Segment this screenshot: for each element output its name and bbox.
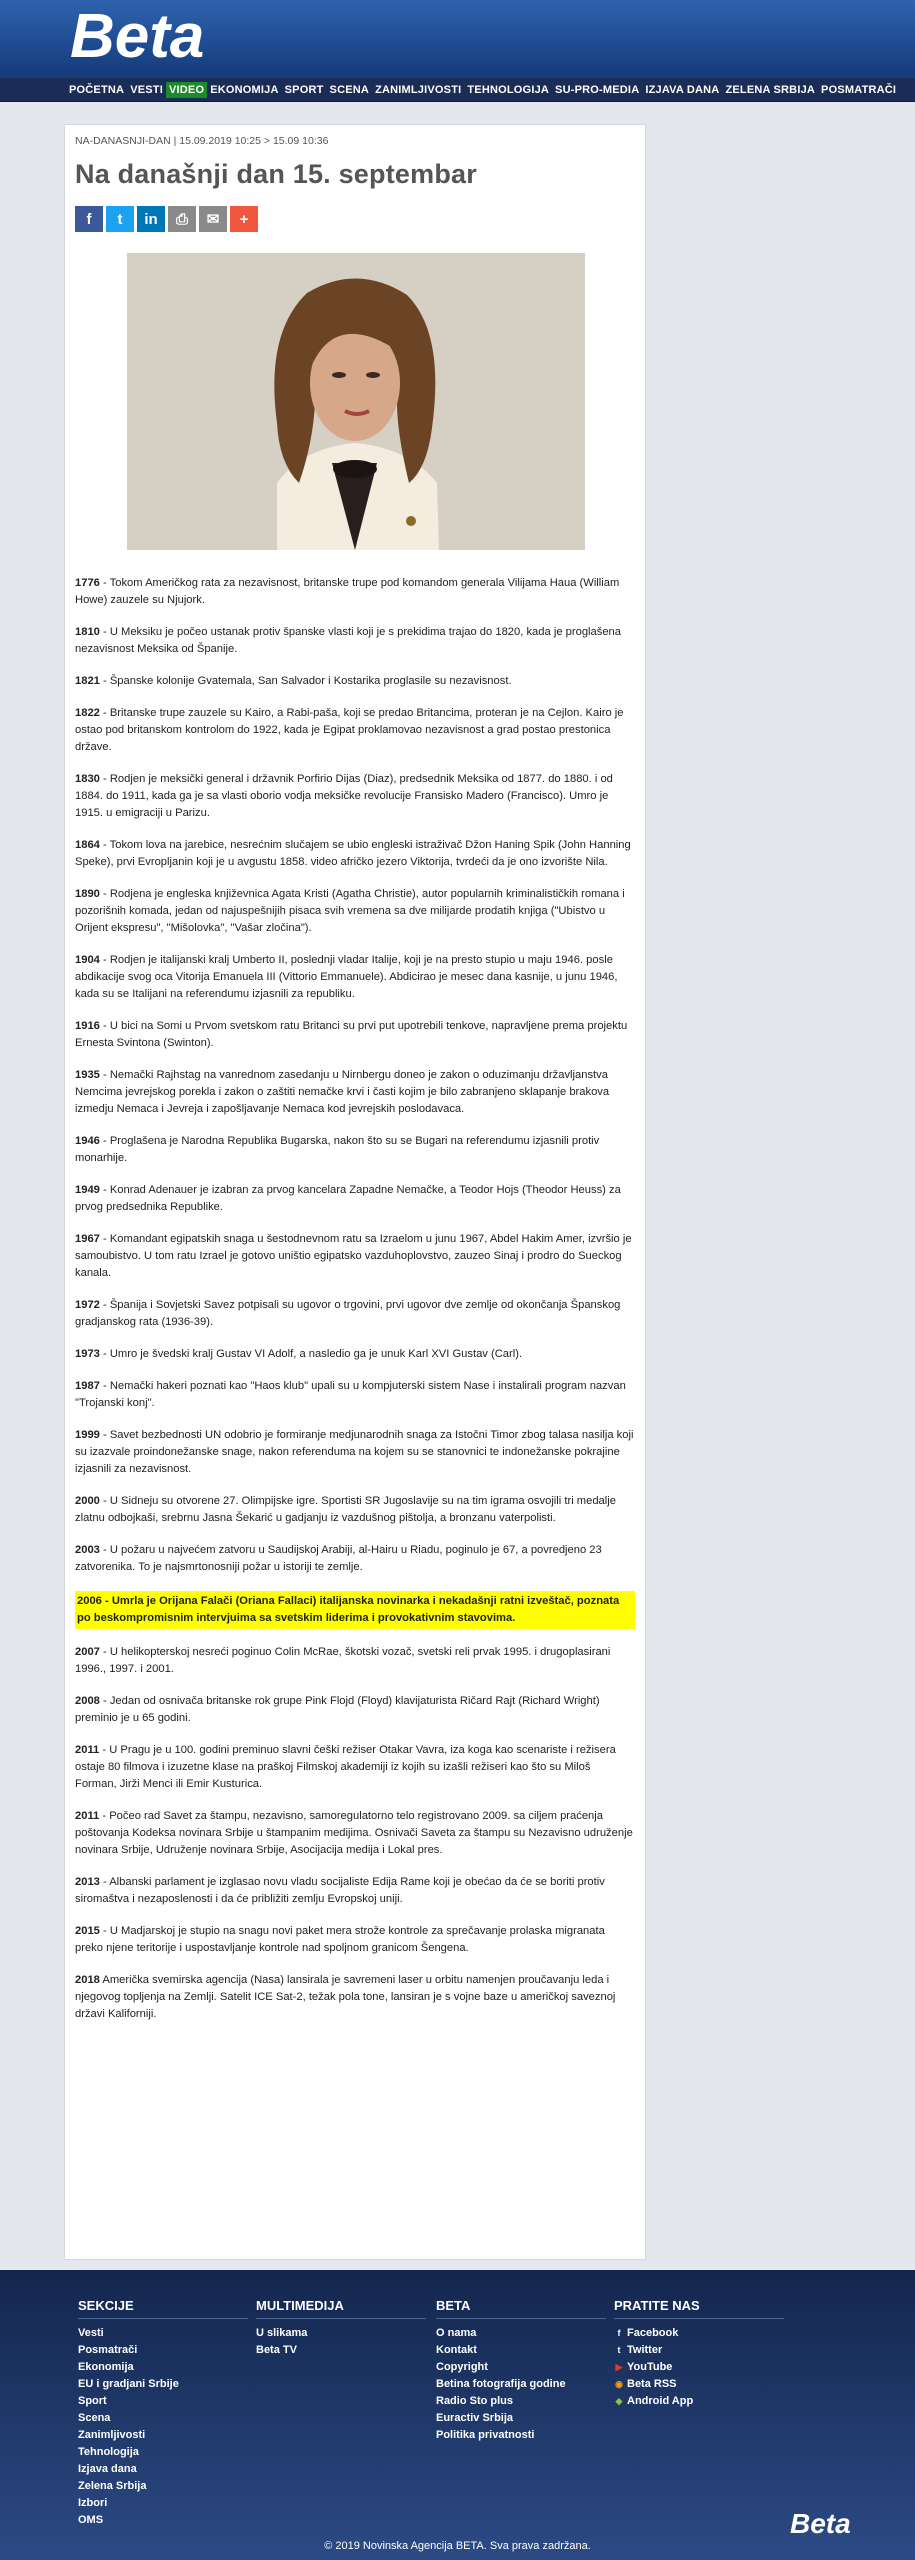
history-entry — [75, 886, 635, 937]
footer-column-title: BETA — [436, 2298, 606, 2319]
entry-year: 1776 — [75, 577, 100, 589]
entry-text: - U Madjarskoj je stupio na snagu novi paket mera strože kontrole za sprečavanje prolaska migranata preko njene teritorije i uspostavljanje kontrole nad spoljnom granicom Šengena. — [75, 1925, 605, 1954]
history-entry — [75, 575, 635, 609]
nav-item-zelena-srbija[interactable]: ZELENA SRBIJA — [725, 84, 816, 96]
footer-link[interactable] — [78, 2325, 248, 2342]
entry-text: - Savet bezbednosti UN odobrio je formiranje medjunarodnih snaga za Istočni Timor zbog talasa nasilja koji su izazvale proindonežanske snage, nakon referenduma na kojem su se stanovnici te indonežanske pokrajine izjasnili za nezavisnost. — [75, 1429, 634, 1475]
nav-item-video[interactable]: VIDEO — [166, 82, 207, 98]
entry-year: 1967 — [75, 1233, 100, 1245]
article-photo — [127, 253, 585, 550]
entry-year: 1830 — [75, 773, 100, 785]
footer-link[interactable] — [256, 2342, 426, 2359]
entry-text: - Jedan od osnivača britanske rok grupe Pink Flojd (Floyd) klavijaturista Ričard Rajt (Richard Wright) preminio je u 65 godini. — [75, 1695, 600, 1724]
footer-column-title: MULTIMEDIJA — [256, 2298, 426, 2319]
footer-link-label: Tehnologija — [78, 2446, 139, 2458]
history-entry — [75, 1493, 635, 1527]
footer-link[interactable] — [78, 2410, 248, 2427]
history-entry — [75, 1542, 635, 1576]
footer-column-multimedija — [256, 2298, 426, 2359]
page-title: Na današnji dan 15. septembar — [75, 159, 477, 189]
footer-link[interactable] — [436, 2359, 606, 2376]
history-entry — [75, 1427, 635, 1478]
history-entry — [75, 771, 635, 822]
entry-text: - Komandant egipatskih snaga u šestodnevnom ratu sa Izraelom u junu 1967, Abdel Hakim Amer, izvršio je samoubistvo. U tom ratu Izrael je gotovo uništio egipatsko vazduhoplovstvo, zauzeo Sinaj i prodro do Sueckog kanala. — [75, 1233, 632, 1279]
footer-link[interactable] — [78, 2444, 248, 2461]
entry-text: - Rodjen je meksički general i državnik Porfirio Dijas (Diaz), predsednik Meksika od 1877. do 1880. i od 1884. do 1911, kada ga je sa vlasti oborio vodja meksičke revolucije Fransisko Madero (Francisco). Umro je 1915. u emigraciji u Parizu. — [75, 773, 613, 819]
history-entry — [75, 1874, 635, 1908]
entry-year: 1949 — [75, 1184, 100, 1196]
footer-link-label: Beta TV — [256, 2344, 297, 2356]
footer-link[interactable] — [256, 2325, 426, 2342]
footer-link-label: U slikama — [256, 2327, 308, 2339]
article-card — [64, 124, 646, 2260]
footer-link-label: Radio Sto plus — [436, 2395, 513, 2407]
copyright: © 2019 Novinska Agencija BETA. Sva prava zadržana. — [324, 2540, 591, 2552]
nav-item-zanimljivosti[interactable]: ZANIMLJIVOSTI — [375, 84, 462, 96]
footer-link-label: Euractiv Srbija — [436, 2412, 514, 2424]
footer-link[interactable] — [78, 2359, 248, 2376]
nav-item-vesti[interactable]: VESTI — [130, 84, 163, 96]
entry-year: 2006 — [77, 1595, 102, 1607]
history-entry — [75, 1693, 635, 1727]
history-entry — [75, 1644, 635, 1678]
footer-link[interactable] — [614, 2325, 784, 2342]
main-nav — [0, 78, 915, 102]
entry-text: - U Pragu je u 100. godini preminuo slavni češki režiser Otakar Vavra, iza koga kao scenariste i režisera ostaje 80 filmova i izuzetne klase na praškoj Filmskoj akademiji iz kojih su izašli režiseri kao što su Miloš Forman, Jirži Menci ili Emir Kusturica. — [75, 1744, 616, 1790]
site-footer — [0, 2270, 915, 2560]
history-entry — [75, 1231, 635, 1282]
entry-text: - Nemački hakeri poznati kao "Haos klub" upali su u kompjuterski sistem Nase i instalirali program nazvan "Trojanski konj". — [75, 1380, 626, 1409]
entry-text: - Španske kolonije Gvatemala, San Salvador i Kostarika proglasile su nezavisnost. — [99, 675, 512, 687]
logo-text: Beta — [70, 2, 205, 71]
entry-year: 2015 — [75, 1925, 100, 1937]
twitter-icon: t — [617, 2345, 621, 2355]
footer-link[interactable] — [436, 2325, 606, 2342]
footer-link[interactable] — [614, 2359, 784, 2376]
linkedin-icon[interactable]: in — [137, 206, 165, 232]
entry-year: 1822 — [75, 707, 100, 719]
entry-text: - Albanski parlament je izglasao novu vladu socijaliste Edija Rame koji je obećao da će se boriti protiv siromaštva i nezaposlenosti i da će približiti zemlju Evropskoj uniji. — [75, 1876, 605, 1905]
footer-link-label: Twitter — [627, 2344, 663, 2356]
footer-link[interactable] — [436, 2376, 606, 2393]
entry-year: 1821 — [75, 675, 100, 687]
plus-icon[interactable]: + — [230, 206, 258, 232]
entry-text: - U požaru u najvećem zatvoru u Saudijskoj Arabiji, al-Hairu u Riadu, poginulo je 67, a povredjeno 23 zatvorenika. To je najsmrtonosniji požar u istoriji te zemlje. — [75, 1544, 602, 1573]
entry-year: 2011 — [75, 1810, 100, 1822]
facebook-icon[interactable]: f — [75, 206, 103, 232]
entry-year: 1810 — [75, 626, 100, 638]
entry-year: 1864 — [75, 839, 100, 851]
footer-column-title: PRATITE NAS — [614, 2298, 784, 2319]
footer-link[interactable] — [78, 2393, 248, 2410]
entry-year: 1946 — [75, 1135, 100, 1147]
entry-text: - Britanske trupe zauzele su Kairo, a Rabi-paša, koji se predao Britancima, proteran je na Cejlon. Kairo je ostao pod britanskom kontrolom do 1922, kada je Egipat proklamovao nezavisnost a grad postao prestonica države. — [75, 707, 624, 753]
history-entry — [75, 705, 635, 756]
entry-text: - Španija i Sovjetski Savez potpisali su ugovor o trgovini, prvi ugovor dve zemlje od okončanja Španskog gradjanskog rata (1936-39). — [75, 1299, 621, 1328]
print-icon[interactable]: ⎙ — [168, 206, 196, 232]
footer-link-label: Scena — [78, 2412, 111, 2424]
footer-column-beta — [436, 2298, 606, 2444]
footer-link[interactable] — [614, 2376, 784, 2393]
footer-link[interactable] — [78, 2512, 248, 2529]
entry-text: - U bici na Somi u Prvom svetskom ratu Britanci su prvi put upotrebili tenkove, napravljene prema projektu Ernesta Svintona (Swinton). — [75, 1020, 628, 1049]
footer-link-label: Betina fotografija godine — [436, 2378, 566, 2390]
entry-year: 1904 — [75, 954, 100, 966]
footer-link-label: Vesti — [78, 2327, 104, 2339]
entry-year: 2007 — [75, 1646, 100, 1658]
history-entry — [75, 1972, 635, 2023]
footer-link[interactable] — [78, 2342, 248, 2359]
rss-icon: ◉ — [615, 2379, 623, 2389]
entry-text: - Umro je švedski kralj Gustav VI Adolf, a nasledio ga je unuk Karl XVI Gustav (Carl). — [99, 1348, 523, 1360]
footer-column-title: SEKCIJE — [78, 2298, 248, 2319]
nav-item-scena[interactable]: SCENA — [329, 84, 370, 96]
footer-link-label: Facebook — [627, 2327, 679, 2339]
footer-link-label: Zanimljivosti — [78, 2429, 146, 2441]
nav-item-su-pro-media[interactable]: SU-PRO-MEDIA — [555, 84, 640, 96]
footer-link-label: Politika privatnosti — [436, 2429, 535, 2441]
entry-text: - U Meksiku je počeo ustanak protiv španske vlasti koji je s prekidima trajao do 1820, kada je proglašena nezavisnost Meksika od Španije. — [75, 626, 622, 655]
footer-link[interactable] — [78, 2461, 248, 2478]
history-entry — [75, 1378, 635, 1412]
footer-link-label: YouTube — [627, 2361, 673, 2373]
footer-link-label: Posmatrači — [78, 2344, 138, 2356]
history-entry — [75, 1742, 635, 1793]
footer-link[interactable] — [436, 2427, 606, 2444]
entry-year: 2011 — [75, 1744, 100, 1756]
site-header — [0, 0, 915, 78]
entry-text: - Počeo rad Savet za štampu, nezavisno, samoregulatorno telo registrovano 2009. sa ciljem praćenja poštovanja Kodeksa novinara Srbije u štampanim medijima. Osnivači Saveta za štampu su Nezavisno udruženje novinara Srbije, Udruženje novinara Srbije, Asocijacija medija i Lokal pres. — [75, 1810, 633, 1856]
email-icon[interactable]: ✉ — [199, 206, 227, 232]
footer-logo[interactable]: Beta — [790, 2508, 851, 2539]
footer-link-label: Kontakt — [436, 2344, 477, 2356]
history-entry — [75, 1591, 635, 1629]
footer-link-label: Beta RSS — [627, 2378, 677, 2390]
history-entry — [75, 1297, 635, 1331]
entry-year: 2008 — [75, 1695, 100, 1707]
entry-year: 1987 — [75, 1380, 100, 1392]
history-entry — [75, 1346, 635, 1363]
entry-text: - Rodjena je engleska književnica Agata Kristi (Agatha Christie), autor popularnih kriminalističkih romana i pozorišnih komada, jedan od najuspešnijih pisaca svih vremena sa dve milijarde prodatih knjiga ("Ubistvo u Orijent ekspresu", "Mišolovka", "Vašar zločina"). — [75, 888, 625, 934]
entry-text: - U Sidneju su otvorene 27. Olimpijske igre. Sportisti SR Jugoslavije su na tim igrama osvojili tri medalje zlatnu odbojkaši, srebrnu Jasna Šekarić u gadjanju iz vazdušnog pištolja, a bronzanu vaterpolisti. — [75, 1495, 616, 1524]
footer-link[interactable] — [614, 2393, 784, 2410]
footer-link[interactable] — [78, 2427, 248, 2444]
footer-link-label: Zelena Srbija — [78, 2480, 147, 2492]
nav-item-posmatra-i[interactable]: POSMATRAČI — [821, 84, 897, 96]
nav-item-po-etna[interactable]: POČETNA — [69, 84, 125, 96]
entry-year: 1935 — [75, 1069, 100, 1081]
entry-year: 1972 — [75, 1299, 100, 1311]
entry-year: 1973 — [75, 1348, 100, 1360]
footer-link[interactable] — [436, 2410, 606, 2427]
footer-link-label: Android App — [627, 2395, 694, 2407]
entry-text: - Umrla je Orijana Falači (Oriana Fallaci) italijanska novinarka i nekadašnji ratni izveštač, poznata po beskompromisnim intervjuima sa svetskim liderima i provokativnim stavovima. — [77, 1595, 620, 1624]
nav-item-tehnologija[interactable]: TEHNOLOGIJA — [467, 84, 550, 96]
entry-text: Američka svemirska agencija (Nasa) lansirala je savremeni laser u orbitu namenjen proučavanju leda i njegovog topljenja na Zemlji. Satelit ICE Sat-2, težak pola tone, lansiran je s vojne baze u američkoj saveznoj državi Kaliforniji. — [75, 1974, 616, 2020]
history-entry — [75, 1182, 635, 1216]
history-entry — [75, 1067, 635, 1118]
footer-link[interactable] — [436, 2393, 606, 2410]
nav-item-sport[interactable]: SPORT — [284, 84, 324, 96]
entry-text: - Nemački Rajhstag na vanrednom zasedanju u Nirnbergu doneo je zakon o oduzimanju državljanstva Nemcima jevrejskog porekla i zakon o zaštiti nemačke krvi i časti kojim je bilo zabranjeno sklapanje brakova izmedju Nemaca i Jevreja i zapošljavanje Nemaca kod jevrejskih poslodavaca. — [75, 1069, 610, 1115]
twitter-icon[interactable]: t — [106, 206, 134, 232]
history-entry — [75, 1133, 635, 1167]
entry-text: - Tokom lova na jarebice, nesrećnim slučajem se ubio engleski istraživač Džon Haning Spik (John Hanning Speke), prvi Evropljanin koji je u avgustu 1858. video afričko jezero Viktorija, tvrdeći da je ono izvorište Nila. — [75, 839, 631, 868]
entry-year: 1999 — [75, 1429, 100, 1441]
footer-link-label: Izjava dana — [78, 2463, 137, 2475]
footer-link-label: EU i gradjani Srbije — [78, 2378, 179, 2390]
entry-text: - Rodjen je italijanski kralj Umberto II, poslednji vladar Italije, koji je na presto stupio u maju 1946. posle abdikacije svog oca Vitorija Emanuela III (Vittorio Emmanuele). Abdicirao je mesec dana kasnije, u junu 1946, kada su se Italijani na referendumu izjasnili za republiku. — [75, 954, 618, 1000]
footer-column-sekcije — [78, 2298, 248, 2529]
portrait-image — [127, 253, 585, 550]
footer-link[interactable] — [78, 2376, 248, 2393]
history-entry — [75, 673, 635, 690]
nav-item-izjava-dana[interactable]: IZJAVA DANA — [645, 84, 720, 96]
article-meta: NA-DANASNJI-DAN | 15.09.2019 10:25 > 15.09 10:36 — [75, 135, 329, 147]
android-icon: ◆ — [615, 2396, 623, 2406]
footer-link[interactable] — [614, 2342, 784, 2359]
history-entry — [75, 624, 635, 658]
footer-link[interactable] — [436, 2342, 606, 2359]
entry-year: 2003 — [75, 1544, 100, 1556]
entry-year: 2013 — [75, 1876, 100, 1888]
entry-text: - Tokom Američkog rata za nezavisnost, britanske trupe pod komandom generala Vilijama Haua (William Howe) zauzele su Njujork. — [75, 577, 620, 606]
footer-link-label: Ekonomija — [78, 2361, 134, 2373]
entry-year: 1890 — [75, 888, 100, 900]
footer-link[interactable] — [78, 2495, 248, 2512]
history-entry — [75, 1808, 635, 1859]
history-entry — [75, 1018, 635, 1052]
article-body — [75, 575, 635, 2038]
nav-item-ekonomija[interactable]: EKONOMIJA — [210, 84, 279, 96]
entry-year: 1916 — [75, 1020, 100, 1032]
entry-text: - Konrad Adenauer je izabran za prvog kancelara Zapadne Nemačke, a Teodor Hojs (Theodor Heuss) za prvog predsednika Republike. — [75, 1184, 621, 1213]
entry-text: - Proglašena je Narodna Republika Bugarska, nakon što su se Bugari na referendumu izjasnili protiv monarhije. — [75, 1135, 600, 1164]
footer-link-label: Copyright — [436, 2361, 488, 2373]
footer-link-label: OMS — [78, 2514, 104, 2526]
history-entry — [75, 837, 635, 871]
footer-link[interactable] — [78, 2478, 248, 2495]
history-entry — [75, 952, 635, 1003]
history-entry — [75, 1923, 635, 1957]
footer-link-label: O nama — [436, 2327, 477, 2339]
beta-logo[interactable] — [70, 2, 210, 71]
youtube-icon: ▶ — [615, 2362, 623, 2372]
footer-link-label: Izbori — [78, 2497, 108, 2509]
entry-year: 2000 — [75, 1495, 100, 1507]
entry-text: - U helikopterskoj nesreći poginuo Colin McRae, škotski vozač, svetski reli prvak 1995. i drugoplasirani 1996., 1997. i 2001. — [75, 1646, 611, 1675]
footer-link-label: Sport — [78, 2395, 107, 2407]
entry-year: 2018 — [75, 1974, 100, 1986]
facebook-icon: f — [617, 2328, 621, 2338]
footer-column-pratite-nas — [614, 2298, 784, 2410]
share-bar — [75, 206, 258, 232]
